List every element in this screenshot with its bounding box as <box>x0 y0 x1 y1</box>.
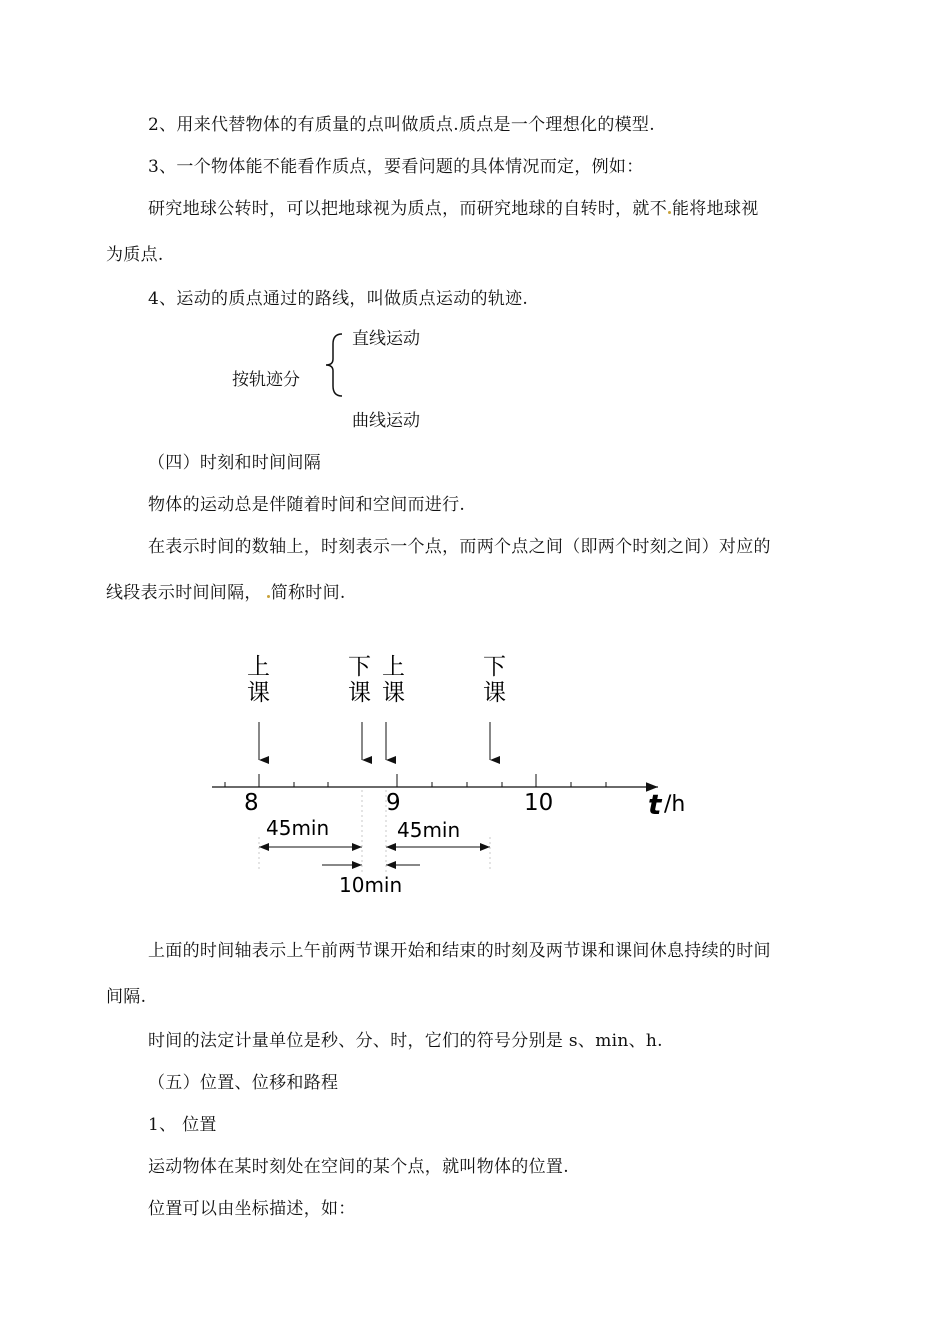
subheading-position: 1、 位置 <box>148 1115 217 1135</box>
label-class-end-2-top: 下 <box>483 654 506 680</box>
axis-variable-label: t <box>648 788 662 821</box>
axis-tick-label-10: 10 <box>524 790 554 816</box>
interval-lesson-1-label: 45min <box>266 816 330 840</box>
dot-mark <box>668 211 671 214</box>
paragraph-time-units: 时间的法定计量单位是秒、分、时，它们的符号分别是 s、min、h. <box>148 1031 663 1051</box>
axis-tick-label-8: 8 <box>244 790 259 816</box>
label-class-end-2-bottom: 课 <box>483 680 506 706</box>
label-class-start-1-bottom: 课 <box>247 680 270 706</box>
timeline-diagram <box>0 640 950 910</box>
interval-break-label: 10min <box>339 873 403 897</box>
time-interval-text-cont: 简称时间. <box>270 583 346 603</box>
section-heading-position: （五）位置、位移和路程 <box>148 1073 339 1093</box>
paragraph-position-coordinates: 位置可以由坐标描述，如： <box>148 1199 356 1219</box>
trajectory-classify-label: 按轨迹分 <box>232 370 300 390</box>
earth-example-text-cont: 能将地球视 <box>672 199 759 219</box>
section-heading-time: （四）时刻和时间间隔 <box>148 453 321 473</box>
dot-mark <box>267 595 270 598</box>
brace-icon <box>322 332 346 398</box>
label-class-end-1-bottom: 课 <box>348 680 371 706</box>
axis-unit-label: /h <box>664 792 686 817</box>
label-class-start-1-top: 上 <box>247 654 270 680</box>
trajectory-straight-label: 直线运动 <box>352 329 420 349</box>
paragraph-trajectory-definition: 4、运动的质点通过的路线，叫做质点运动的轨迹. <box>148 289 529 309</box>
earth-example-text: 研究地球公转时，可以把地球视为质点，而研究地球的自转时，就不 <box>148 199 667 219</box>
axis-minor-ticks <box>225 782 606 787</box>
paragraph-timeline-description: 上面的时间轴表示上午前两节课开始和结束的时刻及两节课和课间休息持续的时间 <box>148 941 771 961</box>
paragraph-timeline-description-end: 间隔. <box>106 987 147 1007</box>
paragraph-earth-example-end: 为质点. <box>106 245 164 265</box>
paragraph-time-axis: 在表示时间的数轴上，时刻表示一个点，而两个点之间（即两个时刻之间）对应的 <box>148 537 771 557</box>
interval-lesson-2-label: 45min <box>397 818 461 842</box>
paragraph-motion-time-space: 物体的运动总是伴随着时间和空间而进行. <box>148 495 466 515</box>
axis-tick-label-9: 9 <box>386 790 401 816</box>
label-class-start-2-top: 上 <box>382 654 405 680</box>
paragraph-particle-condition: 3、一个物体能不能看作质点，要看问题的具体情况而定，例如： <box>148 157 644 177</box>
label-class-start-2-bottom: 课 <box>382 680 405 706</box>
paragraph-earth-example <box>148 197 759 221</box>
paragraph-position-definition: 运动物体在某时刻处在空间的某个点，就叫物体的位置. <box>148 1157 569 1177</box>
label-class-end-1-top: 下 <box>348 654 371 680</box>
trajectory-curve-label: 曲线运动 <box>352 411 420 431</box>
paragraph-time-interval <box>106 581 346 605</box>
time-interval-text: 线段表示时间间隔， <box>106 583 262 603</box>
paragraph-particle-definition: 2、用来代替物体的有质量的点叫做质点.质点是一个理想化的模型. <box>148 115 655 135</box>
